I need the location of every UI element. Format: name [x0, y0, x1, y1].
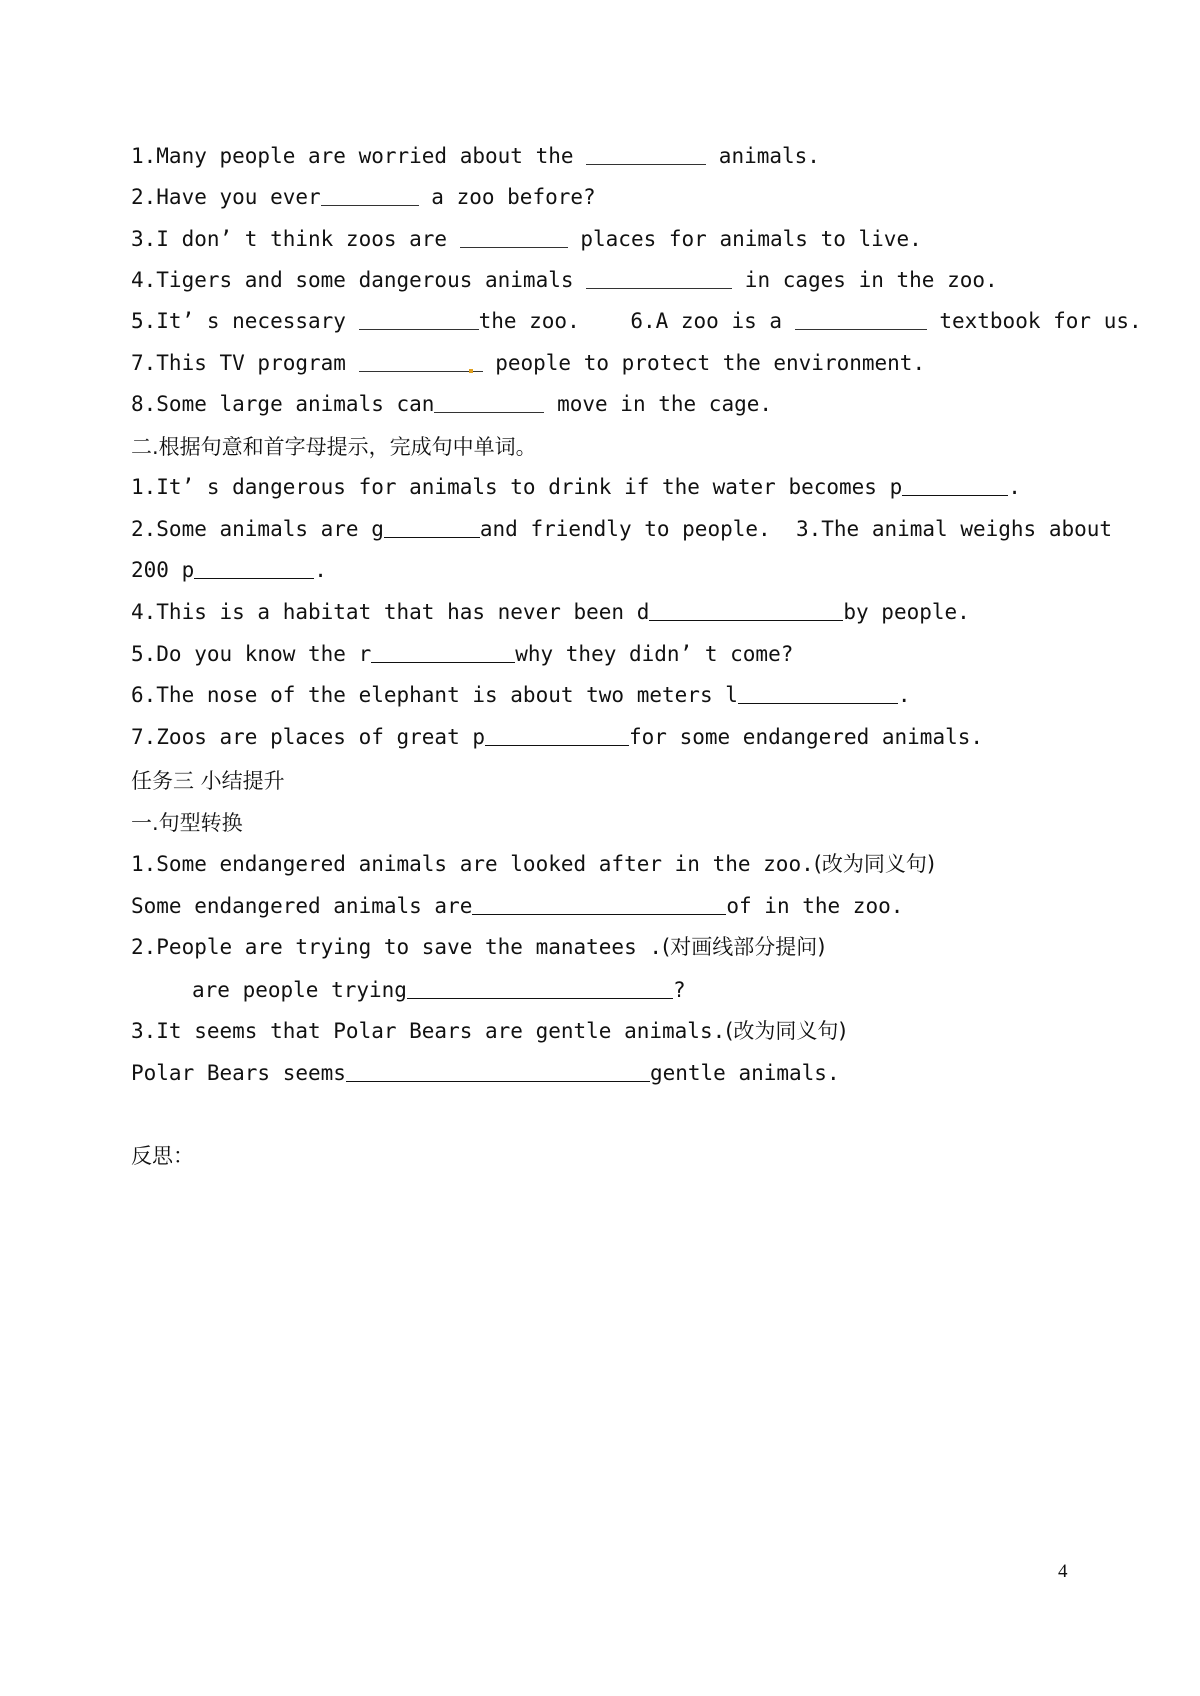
- question-2-4: 4.This is a habitat that has never been d by people.: [131, 600, 970, 624]
- answer-blank[interactable]: [485, 725, 629, 746]
- answer-blank[interactable]: [359, 309, 479, 330]
- task-3-subheading: 一.句型转换: [131, 811, 243, 835]
- question-3-1-answer: Some endangered animals are of in the zoo.: [131, 894, 904, 918]
- answer-blank[interactable]: [321, 185, 419, 206]
- answer-blank[interactable]: [902, 475, 1008, 496]
- question-3-1: 1.Some endangered animals are looked after in the zoo.(改为同义句): [131, 852, 936, 876]
- question-1-3: 3.I don’ t think zoos are places for animals to live.: [131, 227, 922, 251]
- answer-blank[interactable]: [472, 894, 726, 915]
- question-2-6: 6.The nose of the elephant is about two meters l .: [131, 683, 911, 707]
- question-1-4: 4.Tigers and some dangerous animals in cages in the zoo.: [131, 268, 998, 292]
- reflection-label: 反思：: [131, 1144, 194, 1168]
- question-2-3-cont: 200 p .: [131, 558, 327, 582]
- answer-blank[interactable]: [586, 144, 706, 165]
- answer-blank[interactable]: [460, 227, 568, 248]
- answer-blank[interactable]: [194, 558, 314, 579]
- question-1-8: 8.Some large animals can move in the cage.: [131, 392, 773, 416]
- answer-blank[interactable]: [371, 642, 515, 663]
- question-2-7: 7.Zoos are places of great p for some endangered animals.: [131, 725, 984, 749]
- answer-blank[interactable]: [795, 309, 927, 330]
- question-1-5-6: 5.It’ s necessary the zoo. 6.A zoo is a textbook for us.: [131, 309, 1142, 333]
- question-2-5: 5.Do you know the r why they didn’ t come?: [131, 642, 794, 666]
- answer-blank[interactable]: [586, 268, 732, 289]
- answer-blank[interactable]: [434, 392, 544, 413]
- question-1-2: 2.Have you ever a zoo before?: [131, 185, 596, 209]
- question-1-1: 1.Many people are worried about the animals.: [131, 144, 820, 168]
- question-3-3-answer: Polar Bears seems gentle animals.: [131, 1061, 840, 1085]
- answer-blank[interactable]: [359, 351, 483, 372]
- section-2-heading: 二.根据句意和首字母提示，完成句中单词。: [131, 435, 537, 459]
- answer-blank[interactable]: [407, 978, 673, 999]
- answer-blank[interactable]: [738, 683, 898, 704]
- question-3-3: 3.It seems that Polar Bears are gentle animals.(改为同义句): [131, 1019, 847, 1043]
- question-2-2-3: 2.Some animals are g and friendly to people. 3.The animal weighs about: [131, 517, 1113, 541]
- answer-blank[interactable]: [649, 600, 843, 621]
- question-3-2: 2.People are trying to save the manatees .(对画线部分提问): [131, 935, 826, 959]
- task-3-heading: 任务三 小结提升: [131, 769, 285, 793]
- mark-dot: [469, 369, 473, 373]
- answer-blank[interactable]: [346, 1061, 650, 1082]
- question-2-1: 1.It’ s dangerous for animals to drink if the water becomes p .: [131, 475, 1021, 499]
- question-1-7: 7.This TV program people to protect the environment.: [131, 351, 926, 375]
- page-number: 4: [1058, 1561, 1068, 1582]
- question-3-2-answer: are people trying ?: [192, 978, 686, 1002]
- answer-blank[interactable]: [384, 517, 480, 538]
